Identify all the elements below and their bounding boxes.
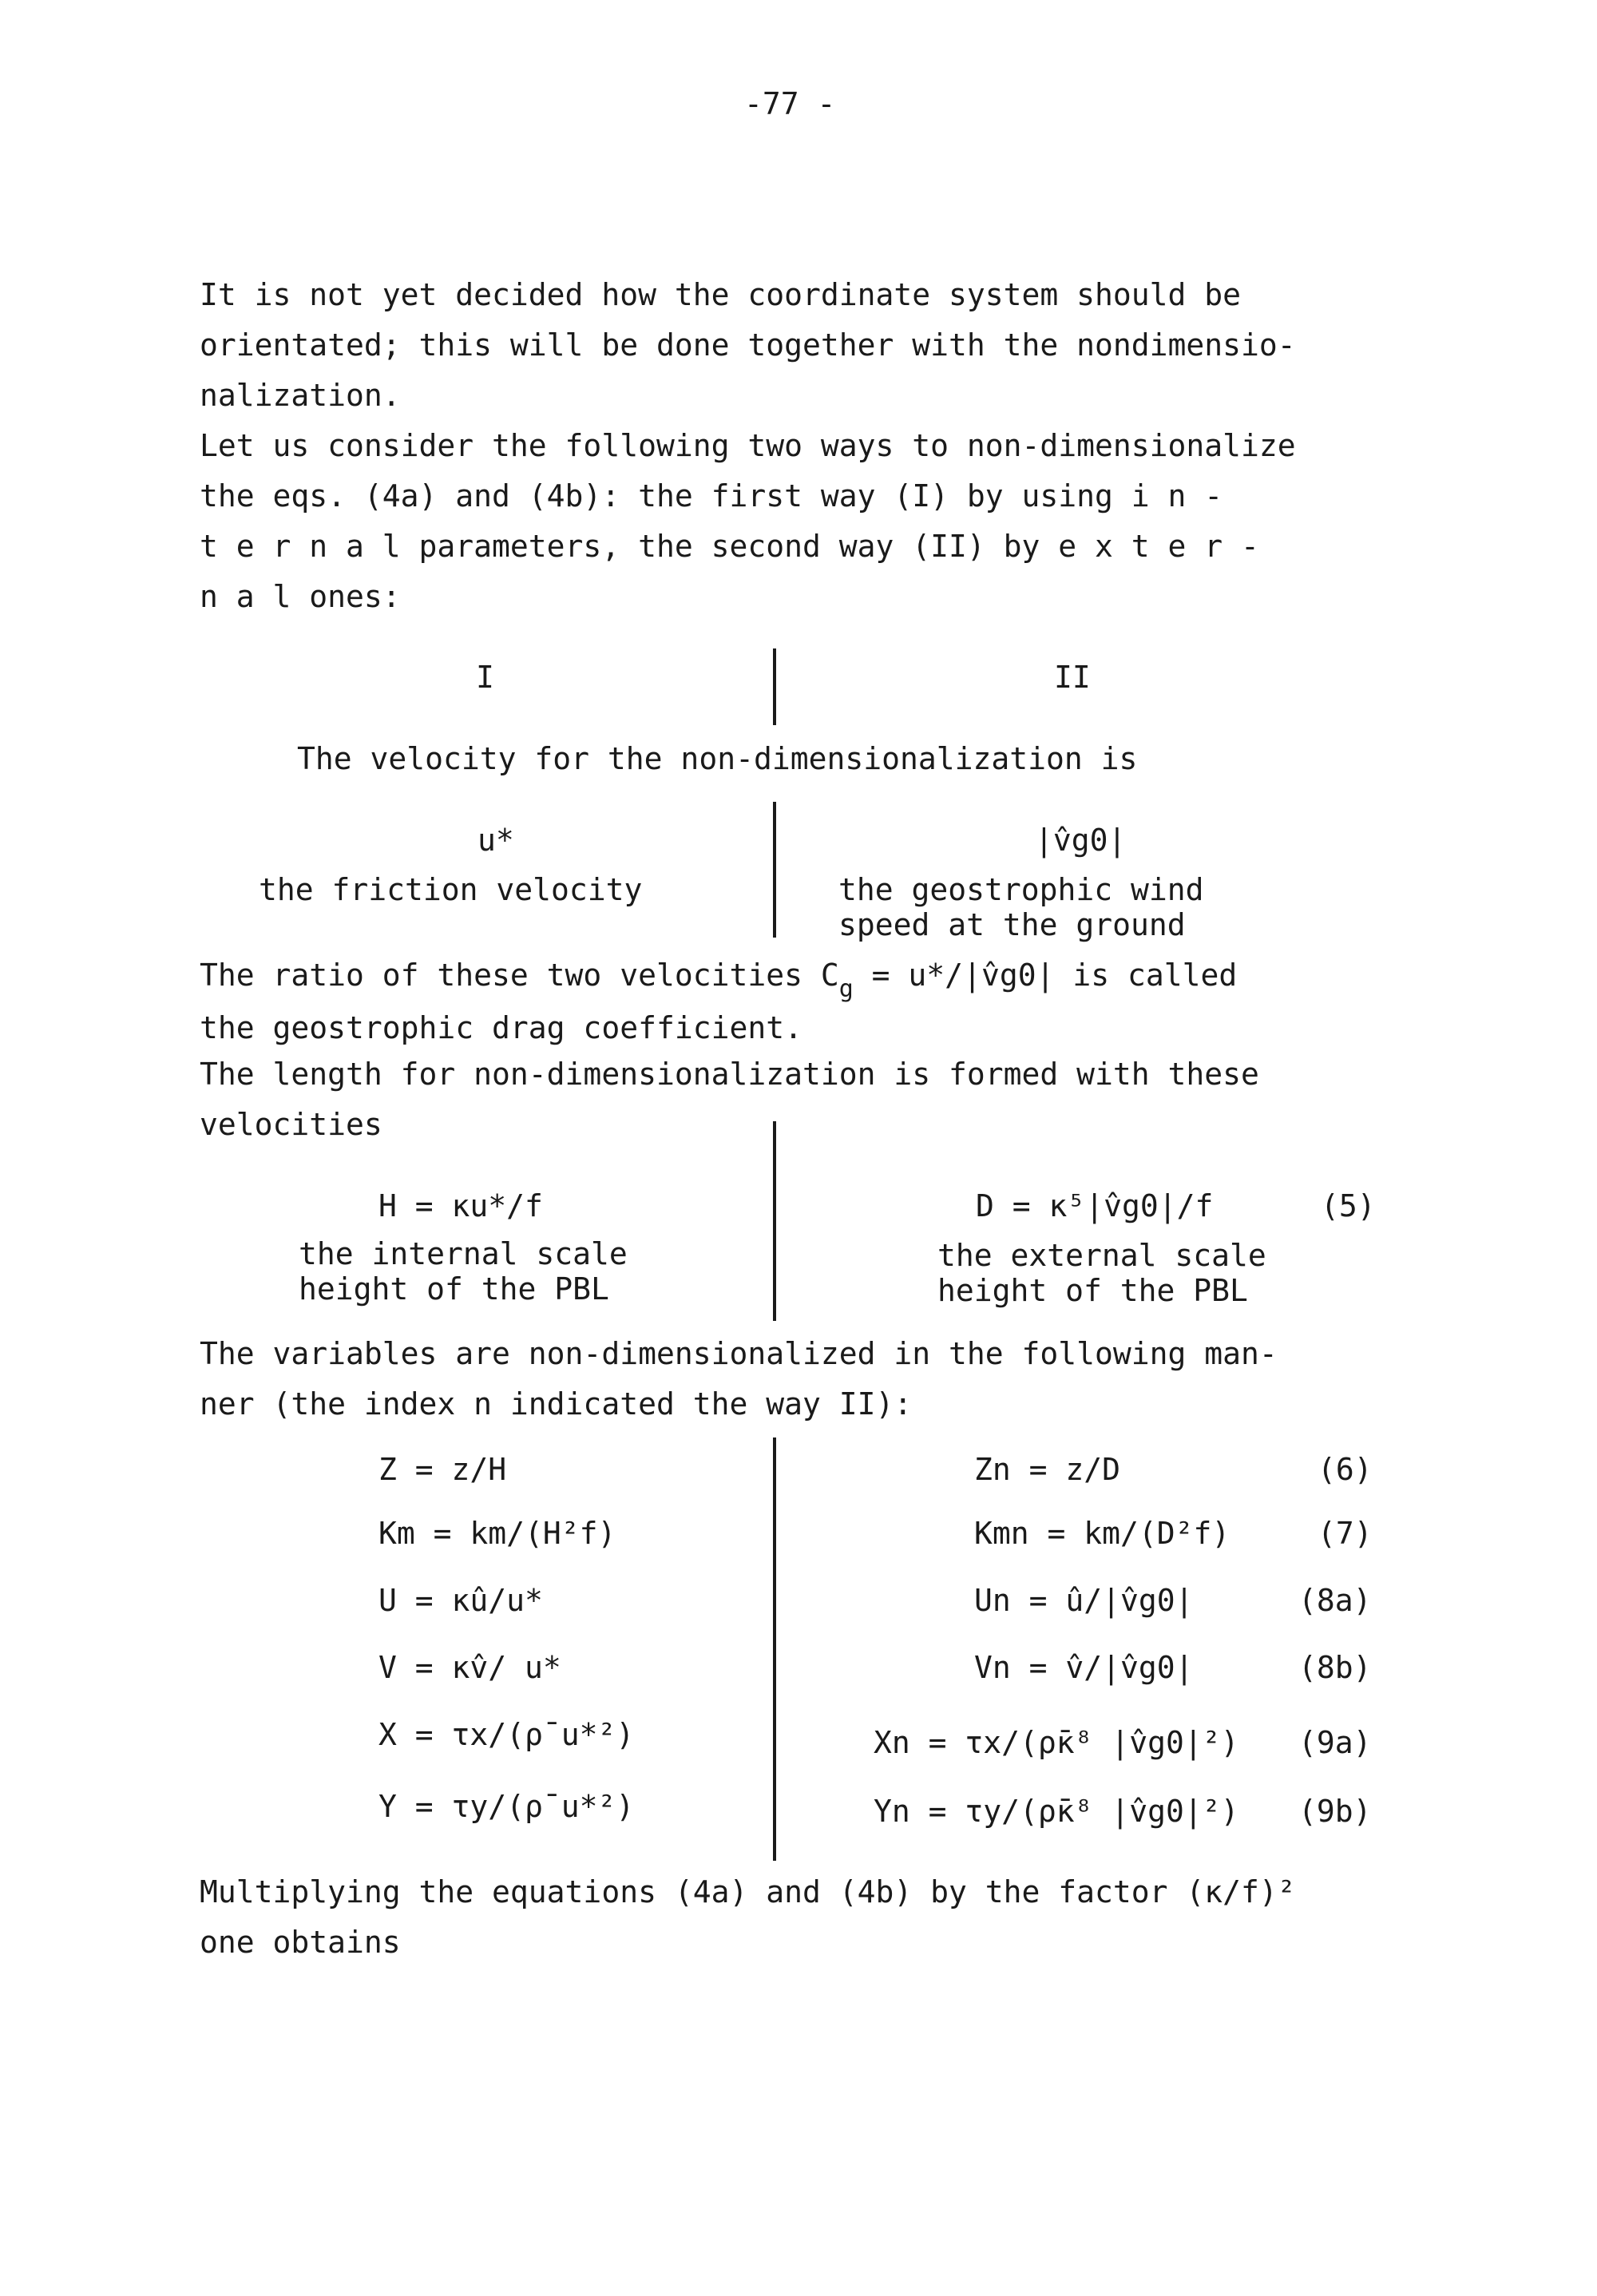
- equation-right: Xn = τx/(ρ̄κ⁸ |v̂g0|²): [874, 1725, 1239, 1760]
- external-scale-label-1: the external scale: [937, 1238, 1266, 1273]
- variables-paragraph: [200, 1329, 1397, 1430]
- length-paragraph: [200, 1049, 1397, 1150]
- equation-left: X = τx/(ρ̄ u*²): [378, 1717, 635, 1752]
- closing-line-2: one obtains: [200, 1925, 401, 1960]
- column-divider: [773, 1121, 776, 1321]
- equation-number: (7): [1318, 1516, 1373, 1551]
- column-head-II: II: [1054, 660, 1091, 695]
- intro-line: the eqs. (4a) and (4b): the first way (I) by using i n -: [200, 478, 1223, 514]
- equation-right: Kmn = km/(D²f): [974, 1516, 1230, 1551]
- equation-right: Yn = τy/(ρ̄κ⁸ |v̂g0|²): [874, 1794, 1239, 1829]
- external-scale-label-2: height of the PBL: [937, 1273, 1248, 1308]
- ratio-paragraph: [200, 950, 1397, 1053]
- velocity-sentence: The velocity for the non-dimensionalization is: [297, 741, 1138, 776]
- closing-paragraph: [200, 1867, 1397, 1968]
- intro-line: nalization.: [200, 378, 401, 413]
- column-divider: [773, 802, 776, 938]
- length-line-1: The length for non-dimensionalization is formed with these: [200, 1057, 1259, 1092]
- intro-line: Let us consider the following two ways to non-dimensionalize: [200, 428, 1296, 463]
- friction-velocity-label: the friction velocity: [259, 872, 643, 907]
- internal-scale-label-2: height of the PBL: [299, 1271, 609, 1307]
- intro-line: It is not yet decided how the coordinate system should be: [200, 277, 1242, 312]
- ratio-line-2: the geostrophic drag coefficient.: [200, 1010, 802, 1045]
- closing-line-1: Multiplying the equations (4a) and (4b) by the factor (κ/f)²: [200, 1874, 1296, 1909]
- equation-right: Vn = v̂/|v̂g0|: [974, 1650, 1194, 1685]
- equation-left: U = κû/u*: [378, 1583, 543, 1618]
- geostrophic-velocity-label-2: speed at the ground: [838, 907, 1186, 942]
- column-divider: [773, 1437, 776, 1861]
- length-line-2: velocities: [200, 1107, 382, 1142]
- friction-velocity-symbol: u*: [478, 823, 514, 858]
- external-scale-equation: D = κ⁵|v̂g0|/f: [976, 1188, 1214, 1223]
- geostrophic-velocity-symbol: |v̂g0|: [1035, 823, 1127, 858]
- equation-right: Zn = z/D: [974, 1452, 1121, 1487]
- equation-number: (6): [1318, 1452, 1373, 1487]
- intro-line: n a l ones:: [200, 579, 401, 614]
- equation-left: Y = τy/(ρ̄ u*²): [378, 1789, 635, 1824]
- equation-number: (9b): [1298, 1794, 1372, 1829]
- geostrophic-velocity-label-1: the geostrophic wind: [838, 872, 1204, 907]
- intro-paragraph: [200, 270, 1397, 622]
- equation-left: Z = z/H: [378, 1452, 507, 1487]
- intro-line: t e r n a l parameters, the second way (II) by e x t e r -: [200, 529, 1259, 564]
- internal-scale-equation: H = κu*/f: [378, 1188, 543, 1223]
- equation-number: (5): [1321, 1188, 1376, 1223]
- intro-line: orientated; this will be done together with the nondimensio-: [200, 327, 1296, 363]
- column-divider: [773, 648, 776, 725]
- internal-scale-label-1: the internal scale: [299, 1236, 628, 1271]
- ratio-line-1: The ratio of these two velocities $C_g$ = u*/|v̂g0| is called: [200, 958, 1238, 1003]
- page-number: -77 -: [744, 86, 836, 121]
- equation-number: (8a): [1298, 1583, 1372, 1618]
- equation-right: Un = û/|v̂g0|: [974, 1583, 1194, 1618]
- equation-left: V = κv̂/ u*: [378, 1650, 561, 1685]
- column-head-I: I: [476, 660, 494, 695]
- variables-line-1: The variables are non-dimensionalized in the following man-: [200, 1336, 1278, 1371]
- equation-number: (8b): [1298, 1650, 1372, 1685]
- equation-left: Km = km/(H²f): [378, 1516, 616, 1551]
- equation-number: (9a): [1298, 1725, 1372, 1760]
- variables-line-2: ner (the index n indicated the way II):: [200, 1386, 913, 1422]
